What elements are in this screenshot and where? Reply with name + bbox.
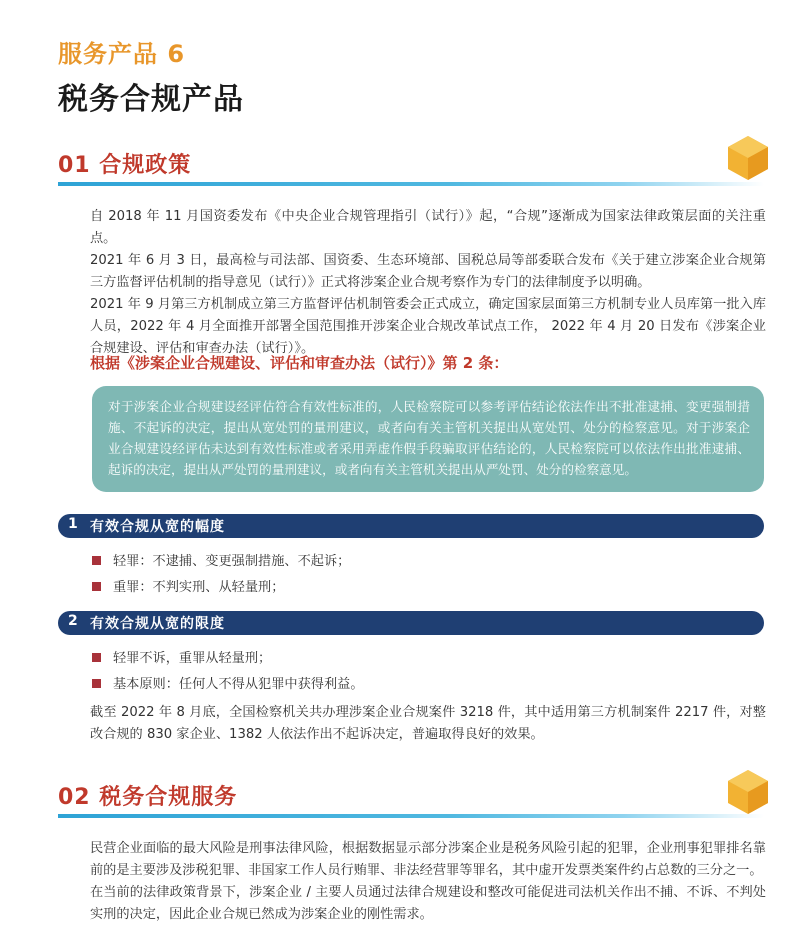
cube-icon [726, 768, 770, 816]
list-item: 轻罪不诉，重罪从轻量刑； [92, 649, 271, 669]
paragraph: 截至 2022 年 8 月底，全国检察机关共办理涉案企业合规案件 3218 件，其中适用第三方机制案件 2217 件，对整改合规的 830 家企业、1382 人依法作出不起诉决定，普遍取得良好的效果。 [90, 705, 766, 742]
list-item: 轻罪：不逮捕、变更强制措施、不起诉； [92, 552, 350, 572]
pill-label: 有效合规从宽的限度 [90, 616, 225, 632]
range-pill [58, 514, 764, 538]
section2-heading: 02 税务合规服务 [58, 785, 238, 810]
section1-header [58, 148, 764, 188]
square-bullet-icon [92, 582, 101, 591]
section2-body [90, 838, 766, 926]
section1-summary [90, 702, 766, 746]
pill-number: 2 [68, 613, 78, 629]
section1-heading: 01 合规政策 [58, 153, 192, 178]
pill-label: 有效合规从宽的幅度 [90, 519, 225, 535]
paragraph: 民营企业面临的最大风险是刑事法律风险，根据数据显示部分涉案企业是税务风险引起的犯罪，企业刑事犯罪排名靠前的是主要涉及涉税犯罪、非国家工作人员行贿罪、非法经营罪等罪名，其中虚开发票类案件约占总数的三分之一。 [90, 841, 766, 878]
page-kicker: 服务产品 6 [58, 40, 186, 68]
article-quote-text: 对于涉案企业合规建设经评估符合有效性标准的，人民检察院可以参考评估结论依法作出不批准逮捕、变更强制措施、不起诉的决定，提出从宽处罚的量刑建议，或者向有关主管机关提出从宽处罚、处分的检察意见。对于涉案企业合规建设经评估未达到有效性标准或者采用弄虚作假手段骗取评估结论的，人民检察院可以依法作出批准逮捕、起诉的决定，提出从严处罚的量刑建议，或者向有关主管机关提出从严处罚、处分的检察意见。 [108, 399, 750, 477]
section1-divider [58, 182, 764, 186]
list-item: 重罪：不判实刑、从轻量刑； [92, 578, 284, 598]
limit-pill [58, 611, 764, 635]
article-quote-box [92, 386, 764, 492]
section1-intro [90, 206, 766, 360]
section2-header [58, 780, 764, 820]
page-title: 税务合规产品 [58, 82, 244, 117]
pill-number: 1 [68, 516, 78, 532]
cube-icon [726, 134, 770, 182]
paragraph: 自 2018 年 11 月国资委发布《中央企业合规管理指引（试行）》起，“合规”逐渐成为国家法律政策层面的关注重点。 [90, 209, 766, 246]
list-item: 基本原则：任何人不得从犯罪中获得利益。 [92, 675, 364, 695]
section2-divider [58, 814, 764, 818]
square-bullet-icon [92, 556, 101, 565]
square-bullet-icon [92, 653, 101, 662]
paragraph: 2021 年 6 月 3 日，最高检与司法部、国资委、生态环境部、国税总局等部委联合发布《关于建立涉案企业合规第三方监督评估机制的指导意见（试行）》正式将涉案企业合规考察作为专门的法律制度予以明确。 [90, 253, 766, 290]
article-subheading: 根据《涉案企业合规建设、评估和审查办法（试行）》第 2 条： [90, 354, 509, 372]
square-bullet-icon [92, 679, 101, 688]
paragraph: 在当前的法律政策背景下，涉案企业 / 主要人员通过法律合规建设和整改可能促进司法机关作出不捕、不诉、不判处实刑的决定，因此企业合规已然成为涉案企业的刚性需求。 [90, 885, 766, 922]
paragraph: 2021 年 9 月第三方机制成立第三方监督评估机制管委会正式成立，确定国家层面第三方机制专业人员库第一批入库人员，2022 年 4 月全面推开部署全国范围推开涉案企业合规改革试点工作， 2022 年 4 月 20 日发布《涉案企业合规建设、评估和审查办法（试行）》。 [90, 297, 766, 356]
